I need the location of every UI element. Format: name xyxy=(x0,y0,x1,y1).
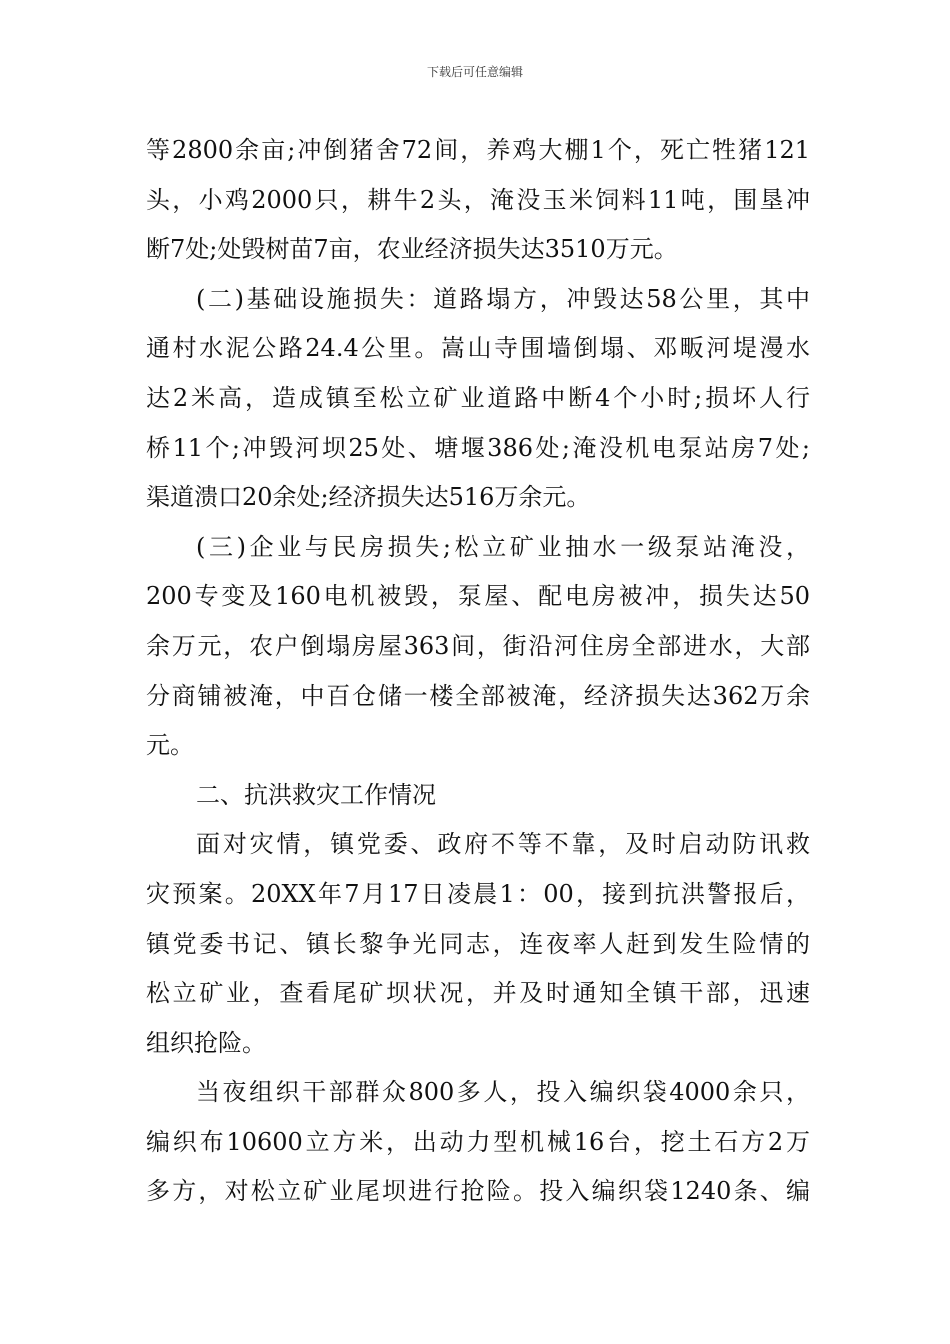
text-line: 等2800余亩;冲倒猪舍72间，养鸡大棚1个，死亡牲猪121 xyxy=(146,136,810,164)
text-line: 多方，对松立矿业尾坝进行抢险。投入编织袋1240条、编 xyxy=(146,1177,810,1206)
page-header: 下载后可任意编辑 xyxy=(426,65,523,79)
text-line: 元。 xyxy=(146,731,194,760)
paragraph-infrastructure-loss xyxy=(146,275,810,523)
text-line: 桥11个;冲毁河坝25处、塘堰386处;淹没机电泵站房7处; xyxy=(146,433,810,462)
text-line: 当夜组织干部群众800多人，投入编织袋4000余只， xyxy=(196,1078,810,1107)
text-line: 灾预案。20XX年7月17日凌晨1：00，接到抗洪警报后， xyxy=(146,879,810,908)
text-line: 渠道溃口20余处;经济损失达516万余元。 xyxy=(146,483,591,512)
text-line: (二)基础设施损失：道路塌方，冲毁达58公里，其中 xyxy=(196,284,810,313)
text-line: 镇党委书记、镇长黎争光同志，连夜率人赶到发生险情的 xyxy=(146,929,810,958)
paragraph-enterprise-housing-loss xyxy=(146,523,810,771)
text-line: 组织抢险。 xyxy=(146,1028,266,1057)
section-heading xyxy=(146,771,810,821)
paragraph-emergency-response xyxy=(146,820,810,1068)
text-line: (三)企业与民房损失;松立矿业抽水一级泵站淹没， xyxy=(196,532,810,561)
text-line: 余万元，农户倒塌房屋363间，街沿河住房全部进水，大部 xyxy=(146,631,810,660)
text-line: 断7处;处毁树苗7亩，农业经济损失达3510万元。 xyxy=(146,235,678,264)
text-line: 200专变及160电机被毁，泵屋、配电房被冲，损失达50 xyxy=(146,582,810,611)
section-title: 二、抗洪救灾工作情况 xyxy=(196,780,436,809)
document-body xyxy=(146,126,810,1217)
text-line: 头，小鸡2000只，耕牛2头，淹没玉米饲料11吨，围垦冲 xyxy=(146,185,810,214)
text-line: 松立矿业，查看尾矿坝状况，并及时通知全镇干部，迅速 xyxy=(146,979,810,1008)
text-line: 编织布10600立方米，出动力型机械16台，挖土石方2万 xyxy=(146,1127,810,1156)
text-line: 分商铺被淹，中百仓储一楼全部被淹，经济损失达362万余 xyxy=(146,681,810,710)
text-line: 通村水泥公路24.4公里。嵩山寺围墙倒塌、邓畈河堤漫水 xyxy=(146,334,810,363)
text-line: 达2米高，造成镇至松立矿业道路中断4个小时;损坏人行 xyxy=(146,383,810,412)
paragraph-agri-loss xyxy=(146,126,810,275)
text-line: 面对灾情，镇党委、政府不等不靠，及时启动防讯救 xyxy=(196,830,810,859)
paragraph-rescue-resources xyxy=(146,1068,810,1217)
